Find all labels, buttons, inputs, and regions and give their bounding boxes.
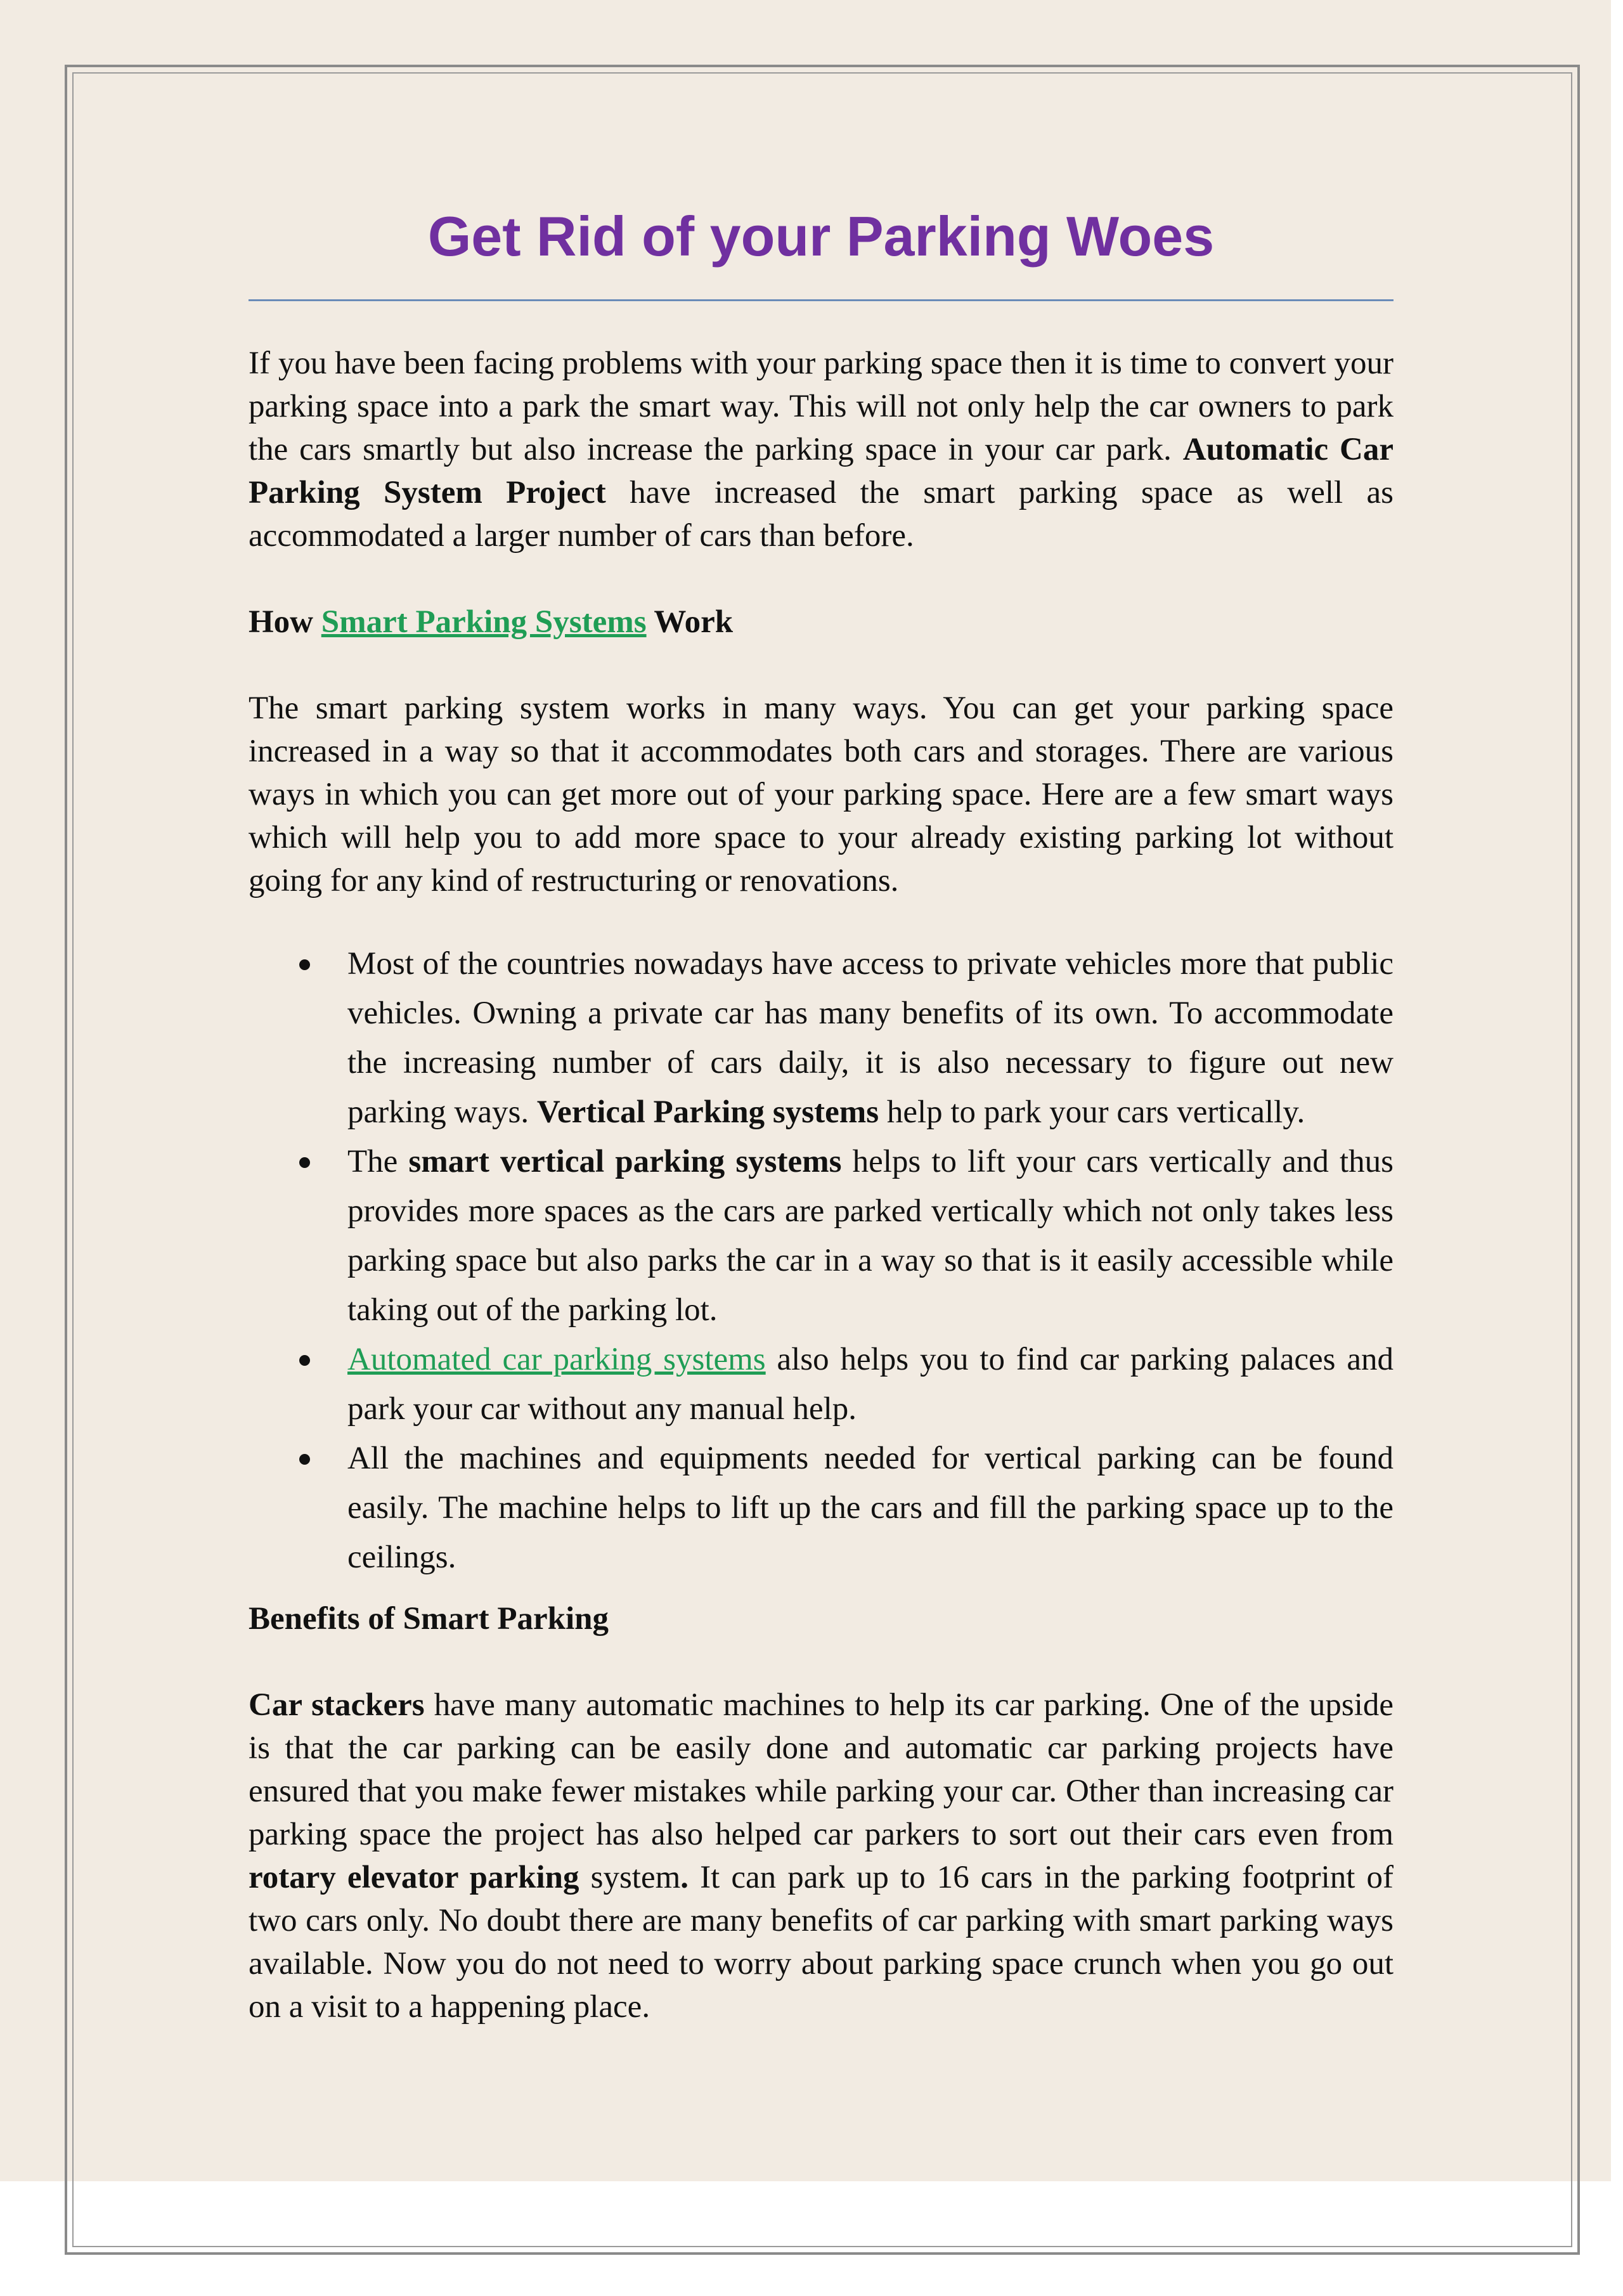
bullet-icon (299, 1157, 310, 1168)
bullet-2-bold: smart vertical parking systems (408, 1143, 842, 1179)
how-heading (249, 600, 1393, 644)
title-divider (249, 299, 1393, 301)
bullet-3-text: also helps you to find car parking palaces and park your car without any manual help. (347, 1341, 1393, 1427)
list-item (249, 939, 1393, 1137)
benefits-paragraph (249, 1683, 1393, 2028)
automated-car-parking-systems-link[interactable]: Automated car parking systems (347, 1341, 766, 1377)
smart-parking-systems-link[interactable]: Smart Parking Systems (321, 604, 647, 640)
bullet-icon (299, 1454, 310, 1465)
benefits-bold-2: rotary elevator parking (249, 1859, 579, 1895)
bullet-1-bold: Vertical Parking systems (536, 1094, 879, 1130)
bullet-list (249, 939, 1393, 1582)
list-item (249, 1137, 1393, 1335)
intro-text-2: have increased the smart parking space as well as accommodated a larger number of cars than before. (249, 474, 1394, 554)
how-heading-suffix: Work (646, 604, 734, 640)
list-item (249, 1434, 1393, 1582)
how-heading-prefix: How (249, 604, 321, 640)
benefits-bold-1: Car stackers (249, 1687, 425, 1723)
benefits-bold-3: . (680, 1859, 689, 1895)
benefits-heading: Benefits of Smart Parking (249, 1600, 609, 1637)
intro-paragraph (249, 342, 1393, 557)
bullet-2-text-1: The (347, 1143, 409, 1179)
document-body (249, 190, 1393, 2028)
how-paragraph: The smart parking system works in many ways. You can get your parking space increased in a way so that it accommodates both cars and storages. There are various ways in which you can get more out of your parking space. Here are a few smart ways which will help you to add more space to your already existing parking lot without going for any kind of restructuring or renovations. (249, 690, 1393, 898)
intro-text-1: If you have been facing problems with your parking space then it is time to convert your parking space into a park the smart way. This will not only help the car owners to park the cars smartly but also increase the parking space in your car park. (249, 345, 1393, 467)
document-title: Get Rid of your Parking Woes (427, 205, 1215, 268)
list-item (249, 1335, 1393, 1434)
bullet-icon (299, 1355, 310, 1366)
bullet-1-text-2: help to park your cars vertically. (879, 1094, 1305, 1130)
intro-bold-1: Automatic Car Parking System Project (249, 431, 1393, 510)
bullet-2-text-2: helps to lift your cars vertically and thus provides more spaces as the cars are parked vertically which not only takes less parking space but also parks the car in a way so that is it easily accessible while taking out of the parking lot. (347, 1143, 1393, 1328)
benefits-text-2: system (579, 1859, 681, 1895)
bullet-1-text-1: Most of the countries nowadays have access to private vehicles more that public vehicles. Owning a private car has many benefits of its own. To accommodate the increasing number of cars daily, it is also necessary to figure out new parking ways. (347, 945, 1393, 1130)
bullet-4-text: All the machines and equipments needed for vertical parking can be found easily. The machine helps to lift up the cars and fill the parking space up to the ceilings. (347, 1440, 1393, 1575)
benefits-text-3: It can park up to 16 cars in the parking footprint of two cars only. No doubt there are many benefits of car parking with smart parking ways available. Now you do not need to worry about parking space crunch when you go out on a visit to a happening place. (249, 1859, 1393, 2025)
benefits-text-1: have many automatic machines to help its car parking. One of the upside is that the car parking can be easily done and automatic car parking projects have ensured that you make fewer mistakes while parking your car. Other than increasing car parking space the project has also helped car parkers to sort out their cars even from (249, 1687, 1393, 1852)
bullet-icon (299, 959, 310, 970)
